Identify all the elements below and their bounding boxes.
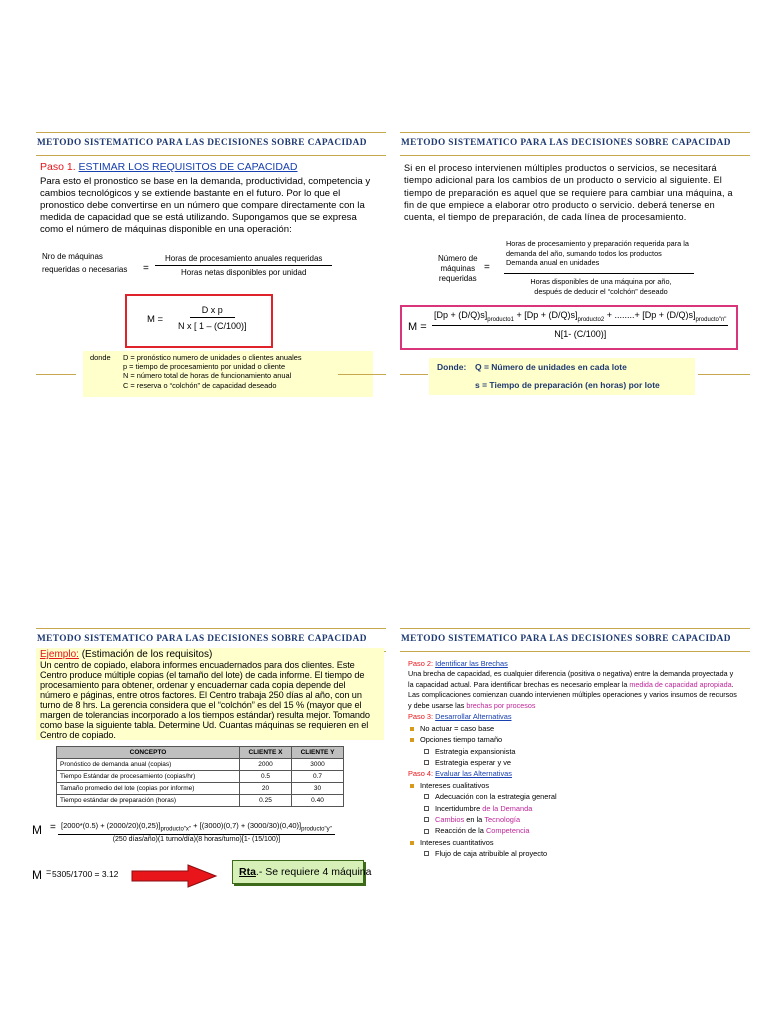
step4-title: Evaluar las Alternativas bbox=[435, 769, 512, 779]
step1-label: Paso 1. bbox=[40, 161, 76, 173]
table-cell: Tiempo Estándar de procesamiento (copias/hr) bbox=[57, 771, 240, 783]
term-product2: + [Dp + (D/Q)s] bbox=[516, 310, 578, 320]
concept-table-wrap bbox=[56, 746, 344, 807]
q-definition: Q = Número de unidades en cada lote bbox=[475, 362, 627, 372]
sub-product1: producto1 bbox=[487, 316, 514, 323]
formula-equals: = bbox=[484, 262, 490, 273]
example-box bbox=[36, 648, 384, 740]
example-heading bbox=[40, 649, 212, 660]
formula-lhs-line2: requeridas o necesarias bbox=[42, 265, 128, 274]
donde-box bbox=[429, 358, 695, 395]
formula-denominator: Horas netas disponibles por unidad bbox=[181, 268, 307, 277]
term-product-n: + ........+ [Dp + (D/Q)s] bbox=[606, 310, 696, 320]
slide-title: METODO SISTEMATICO PARA LAS DECISIONES SOBRE CAPACIDAD bbox=[36, 132, 386, 156]
bullet-item: Intereses cualitativos bbox=[408, 780, 740, 791]
slide-footer-line bbox=[338, 374, 386, 375]
formula-m-fraction bbox=[432, 310, 728, 339]
arrow-right-icon bbox=[130, 864, 218, 888]
definition-item: C = reserva o “colchón” de capacidad deseado bbox=[123, 380, 277, 390]
table-cell: 0.40 bbox=[292, 795, 344, 807]
square-bullet-icon bbox=[410, 841, 414, 845]
hollow-square-bullet-icon bbox=[424, 817, 429, 822]
term-product1: [Dp + (D/Q)s] bbox=[434, 310, 488, 320]
formula-lhs-line3: requeridas bbox=[438, 274, 477, 283]
step3-title: Desarrollar Alternativas bbox=[435, 712, 512, 722]
formula-m-fraction bbox=[175, 305, 250, 331]
table-cell: 2000 bbox=[240, 759, 292, 771]
step2-text-1: Una brecha de capacidad, es cualquier diferencia (positiva o negativa) entre la demanda proyectada y la capacidad actual. Para identificar brechas es necesario emplear la bbox=[408, 669, 734, 689]
sub-product2: producto2 bbox=[577, 316, 605, 323]
definition-item: N = número total de horas de funcionamiento anual bbox=[123, 371, 292, 381]
sub-bullet-item: Incertidumbre de la Demanda bbox=[408, 803, 740, 814]
calc-fraction bbox=[58, 821, 335, 843]
result-equals: = bbox=[46, 867, 52, 877]
formula-box bbox=[125, 294, 273, 348]
multiproduct-formula-box bbox=[400, 305, 738, 350]
slide-footer-line bbox=[698, 374, 750, 375]
formula-denominator: Horas disponibles de una máquina por año, después de deducir el “colchón” deseado bbox=[530, 277, 672, 296]
definition-item: D = pronóstico numero de unidades o clientes anuales bbox=[123, 353, 302, 362]
table-row bbox=[57, 795, 344, 807]
square-bullet-icon bbox=[410, 784, 414, 788]
calc-sub-x: producto"x" bbox=[160, 826, 192, 833]
square-bullet-icon bbox=[410, 738, 414, 742]
answer-box bbox=[232, 860, 372, 884]
step1-title: ESTIMAR LOS REQUISITOS DE CAPACIDAD bbox=[78, 161, 298, 173]
hollow-square-bullet-icon bbox=[424, 760, 429, 765]
definitions-box bbox=[83, 351, 373, 397]
formula-m-denominator: N[1- (C/100)] bbox=[554, 328, 607, 339]
step1-heading bbox=[40, 161, 298, 173]
table-cell: 3000 bbox=[292, 759, 344, 771]
formula-equals: = bbox=[143, 263, 149, 274]
hollow-square-bullet-icon bbox=[424, 851, 429, 856]
bullet-item: Opciones tiempo tamaño bbox=[408, 734, 740, 745]
formula-lhs-line1: Nro de máquinas bbox=[42, 252, 103, 261]
table-cell: 0.5 bbox=[240, 771, 292, 783]
slide-capacity-step1 bbox=[36, 132, 386, 412]
definition-item: p = tiempo de procesamiento por unidad o cliente bbox=[123, 362, 286, 372]
table-cell: 0.7 bbox=[292, 771, 344, 783]
step2-highlight-2: brechas por procesos bbox=[466, 700, 536, 710]
table-cell: 20 bbox=[240, 783, 292, 795]
step4-label: Paso 4: bbox=[408, 769, 434, 779]
step3-heading bbox=[408, 711, 740, 722]
formula-numerator: Horas de procesamiento y preparación requerida para la demanda del año, sumando todos los productos Demanda anual en unidades bbox=[506, 239, 689, 267]
table-cell: Tamaño promedio del lote (copias por informe) bbox=[57, 783, 240, 795]
table-header: CLIENTE X bbox=[240, 747, 292, 759]
hollow-square-bullet-icon bbox=[424, 794, 429, 799]
table-header: CLIENTE Y bbox=[292, 747, 344, 759]
step2-highlight-1: medida de capacidad apropiada bbox=[629, 679, 732, 689]
calc-term-y: + [(3000)(0,7) + (3000/30)(0,40)] bbox=[193, 821, 302, 830]
formula-m-label: M = bbox=[147, 314, 164, 325]
slide-capacity-multiproduct bbox=[400, 132, 750, 412]
step2-text-2: . Las complicaciones comienzan cuando intervienen múltiples operaciones y varios insumos de recursos y debe usarse las bbox=[408, 679, 737, 710]
formula-m-label: M bbox=[32, 823, 42, 837]
slide-title: METODO SISTEMATICO PARA LAS DECISIONES SOBRE CAPACIDAD bbox=[400, 628, 750, 652]
square-bullet-icon bbox=[410, 727, 414, 731]
formula-fraction-bar bbox=[504, 273, 694, 274]
calc-denominator: (250 días/año)(1 turno/día)(8 horas/turno)[1- (15/100)] bbox=[112, 835, 281, 843]
multiproduct-paragraph: Si en el proceso intervienen múltiples productos o servicios, se necesitará tiempo adicional para los cambios de un producto o servicio al siguiente. El tiempo de preparación es aquel que se requiere para cambiar una máquina, a fin de que empiece a elaborar otro producto o servicio. deberá tenerse en cuenta, el tiempo de preparación, de cada línea de procesamiento. bbox=[404, 163, 733, 223]
step2-paragraph bbox=[408, 669, 740, 711]
step1-paragraph: Para esto el pronostico se base en la demanda, productividad, competencia y cambios tecnológicos y se extiende bastante en el futuro. Por lo que el pronostico debe convertirse en un número que compare directamente con la medida de capacidad que se está utilizando. Supongamos que se expresa como el número de máquinas disponible en una operación: bbox=[40, 176, 371, 235]
slide-footer-line bbox=[400, 374, 428, 375]
bullet-item: No actuar = caso base bbox=[408, 723, 740, 734]
step2-heading bbox=[408, 658, 740, 669]
step2-title: Identificar las Brechas bbox=[435, 659, 508, 668]
step4-heading bbox=[408, 768, 740, 779]
table-row bbox=[57, 783, 344, 795]
bullet-item: Intereses cuantitativos bbox=[408, 837, 740, 848]
formula-m-denominator: N x [ 1 – (C/100)] bbox=[178, 321, 247, 331]
answer-label: Rta bbox=[239, 866, 256, 878]
table-cell: 30 bbox=[292, 783, 344, 795]
sub-bullet-item: Estrategia expansionista bbox=[408, 746, 740, 757]
sub-bullet-item: Estrategia esperar y ve bbox=[408, 757, 740, 768]
donde-label: donde bbox=[90, 353, 111, 362]
formula-m-label: M = bbox=[408, 321, 427, 333]
table-header-row bbox=[57, 747, 344, 759]
hollow-square-bullet-icon bbox=[424, 806, 429, 811]
hollow-square-bullet-icon bbox=[424, 829, 429, 834]
s-definition: s = Tiempo de preparación (en horas) por lote bbox=[475, 380, 660, 390]
example-label: Ejemplo: bbox=[40, 649, 79, 660]
step3-label: Paso 3: bbox=[408, 712, 434, 722]
slide-title: METODO SISTEMATICO PARA LAS DECISIONES SOBRE CAPACIDAD bbox=[36, 628, 386, 652]
table-header: CONCEPTO bbox=[57, 747, 240, 759]
slide-title: METODO SISTEMATICO PARA LAS DECISIONES SOBRE CAPACIDAD bbox=[400, 132, 750, 156]
result-m-label: M bbox=[32, 868, 42, 882]
example-paragraph: Un centro de copiado, elabora informes encuadernados para dos clientes. Este Centro produce múltiple copias (el tamaño del lote) de cada informe. El tiempo de procesamiento para obtener, ordenar y encuadernar cada copia depende del número e páginas, entre otros factores. El Centro trabaja 250 días al año, con un turno de 8 hrs. La gerencia considera que el “colchón” es del 15 % (mayor que el margen de tolerancias incorporado a los tiempos estándar) resulta mejor. Tomando como base la siguiente tabla. Determine Ud. Cuantas máquinas se requieren en el Centro de copiado. bbox=[40, 660, 370, 740]
sub-bullet-item: Cambios en la Tecnología bbox=[408, 814, 740, 825]
calc-term-x: [2000*(0.5) + (2000/20)(0,25)] bbox=[61, 821, 161, 830]
steps-content bbox=[408, 658, 740, 860]
formula-lhs-line2: máquinas bbox=[440, 264, 476, 273]
example-subtitle: (Estimación de los requisitos) bbox=[81, 649, 213, 660]
table-row bbox=[57, 759, 344, 771]
formula-equals: = bbox=[50, 822, 56, 833]
step2-label: Paso 2: bbox=[408, 659, 434, 668]
answer-text: .- Se requiere 4 máquina bbox=[255, 866, 372, 878]
hollow-square-bullet-icon bbox=[424, 749, 429, 754]
result-line bbox=[32, 864, 386, 888]
formula-fraction bbox=[155, 254, 332, 277]
sub-bullet-item: Reacción de la Competencia bbox=[408, 825, 740, 836]
concept-table bbox=[56, 746, 344, 807]
slide-capacity-example bbox=[32, 628, 386, 908]
table-cell: Tiempo estándar de preparación (horas) bbox=[57, 795, 240, 807]
slide-capacity-steps-2-4 bbox=[400, 628, 750, 908]
slide-footer-line bbox=[36, 374, 76, 375]
sub-bullet-item: Adecuación con la estrategia general bbox=[408, 791, 740, 802]
calc-sub-y: producto"y" bbox=[301, 826, 332, 833]
donde-label: Donde: bbox=[437, 362, 467, 372]
formula-lhs-line1: Número de bbox=[438, 254, 478, 263]
table-cell: 0.25 bbox=[240, 795, 292, 807]
sub-product-n: producto"n" bbox=[695, 316, 727, 323]
result-value: 5305/1700 = 3.12 bbox=[52, 869, 119, 879]
table-cell: Pronóstico de demanda anual (copias) bbox=[57, 759, 240, 771]
sub-bullet-item: Flujo de caja atribuible al proyecto bbox=[408, 848, 740, 859]
formula-m-numerator: D x p bbox=[190, 305, 235, 318]
formula-numerator: Horas de procesamiento anuales requeridas bbox=[155, 254, 332, 266]
table-row bbox=[57, 771, 344, 783]
